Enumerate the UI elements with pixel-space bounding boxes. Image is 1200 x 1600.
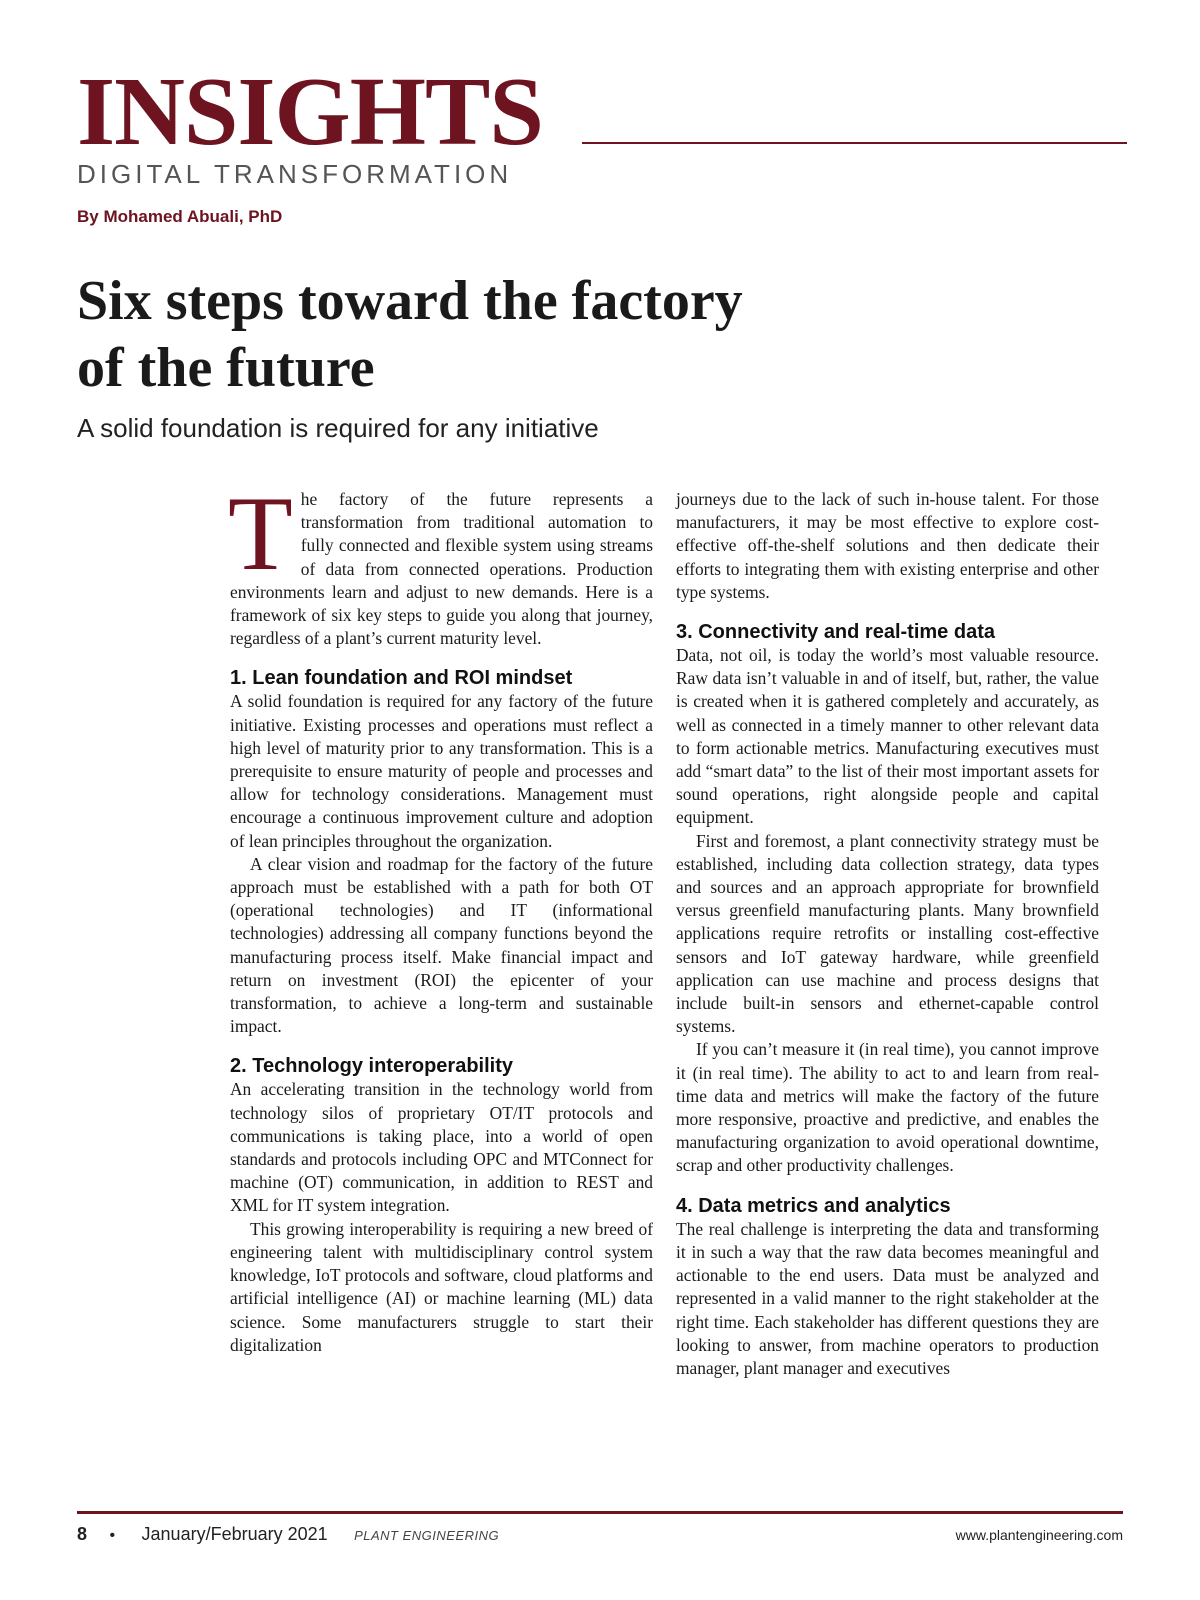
- intro-text: he factory of the future represents a transformation from traditional automation to fully connected and flexible system using streams of data from connected operations. Production environments learn and adjust to new demands. Here is a framework of six key steps to guide you along that journey, regardless of a plant’s current maturity level.: [230, 489, 653, 649]
- footer-bullet: •: [109, 1527, 116, 1544]
- section-heading-2: 2. Technology interoperability: [230, 1055, 514, 1078]
- column-1: [228, 475, 653, 1357]
- paragraph: If you can’t measure it (in real time), you cannot improve it (in real time). The ability to act to and learn from real-time data and metrics will make the factory of the future more responsive, proactive and predictive, and enables the manufacturing organization to avoid operational downtime, scrap and other productivity challenges.: [676, 1039, 1099, 1176]
- masthead: [77, 58, 1127, 166]
- section-heading-4: 4. Data metrics and analytics: [676, 1194, 951, 1217]
- drop-cap: T: [228, 475, 293, 592]
- paragraph: An accelerating transition in the technology world from technology silos of proprietary OT/IT protocols and communications is taking place, into a world of open standards and protocols including OPC and MTConnect for machine (OT) communication, in addition to REST and XML for IT system integration.: [230, 1079, 653, 1216]
- footer: [77, 1524, 1123, 1552]
- paragraph: A solid foundation is required for any factory of the future initiative. Existing processes and operations must reflect a high level of maturity prior to any transformation. This is a prerequisite to ensure maturity of people and processes and allow for technology considerations. Management must encourage a continuous improvement culture and adoption of lean principles throughout the organization.: [230, 691, 653, 851]
- headline-line-2: of the future: [77, 337, 375, 399]
- section-heading-1: 1. Lean foundation and ROI mindset: [230, 667, 573, 690]
- headline-line-1: Six steps toward the factory: [77, 270, 743, 332]
- paragraph: This growing interoperability is requiring a new breed of engineering talent with multidisciplinary control system knowledge, IoT protocols and software, cloud platforms and artificial intelligence (AI) or machine learning (ML) data science. Some manufacturers struggle to start their digitalization: [230, 1218, 653, 1355]
- intro-paragraph: [228, 475, 653, 650]
- footer-rule: [77, 1511, 1123, 1514]
- section-label: DIGITAL TRANSFORMATION: [77, 159, 513, 189]
- paragraph-continued: journeys due to the lack of such in-house talent. For those manufacturers, it may be most effective to explore cost-effective off-the-shelf solutions and then dedicate their efforts to integrating them with existing enterprise and other type systems.: [676, 489, 1099, 602]
- issue-date: January/February 2021: [141, 1524, 328, 1544]
- paragraph: The real challenge is interpreting the data and transforming it in such a way that the raw data becomes meaningful and actionable to the end users. Data must be analyzed and represented in a valid manner to the right stakeholder at the right time. Each stakeholder has different questions they are looking to answer, from machine operators to production manager, plant manager and executives: [676, 1218, 1099, 1378]
- website-url: www.plantengineering.com: [955, 1527, 1123, 1543]
- masthead-title: INSIGHTS: [77, 58, 543, 166]
- byline: By Mohamed Abuali, PhD: [77, 207, 283, 226]
- column-2: [676, 488, 1099, 1380]
- page-number: 8: [77, 1524, 88, 1544]
- publication-name: PLANT ENGINEERING: [354, 1528, 500, 1543]
- paragraph: A clear vision and roadmap for the factory of the future approach must be established with a path for both OT (operational technologies) and IT (informational technologies) addressing all company functions beyond the manufacturing process itself. Make financial impact and return on investment (ROI) the epicenter of your transformation, to achieve a long-term and sustainable impact.: [230, 853, 653, 1037]
- headline: [77, 268, 977, 402]
- masthead-rule: [582, 142, 1127, 144]
- deck: A solid foundation is required for any initiative: [77, 413, 599, 443]
- section-heading-3: 3. Connectivity and real-time data: [676, 621, 995, 644]
- paragraph: Data, not oil, is today the world’s most valuable resource. Raw data isn’t valuable in and of itself, but, rather, the value is created when it is gathered completely and accurately, as well as connected in a timely manner to other relevant data to form actionable metrics. Manufacturing executives must add “smart data” to the list of their most important assets for sound operations, right alongside people and capital equipment.: [676, 645, 1099, 828]
- paragraph: First and foremost, a plant connectivity strategy must be established, including data collection strategy, data types and sources and an approach appropriate for brownfield versus greenfield manufacturing plants. Many brownfield applications require retrofits or installing cost-effective sensors and IoT gateway hardware, while greenfield application can use machine and process designs that include built-in sensors and ethernet-capable control systems.: [676, 830, 1099, 1037]
